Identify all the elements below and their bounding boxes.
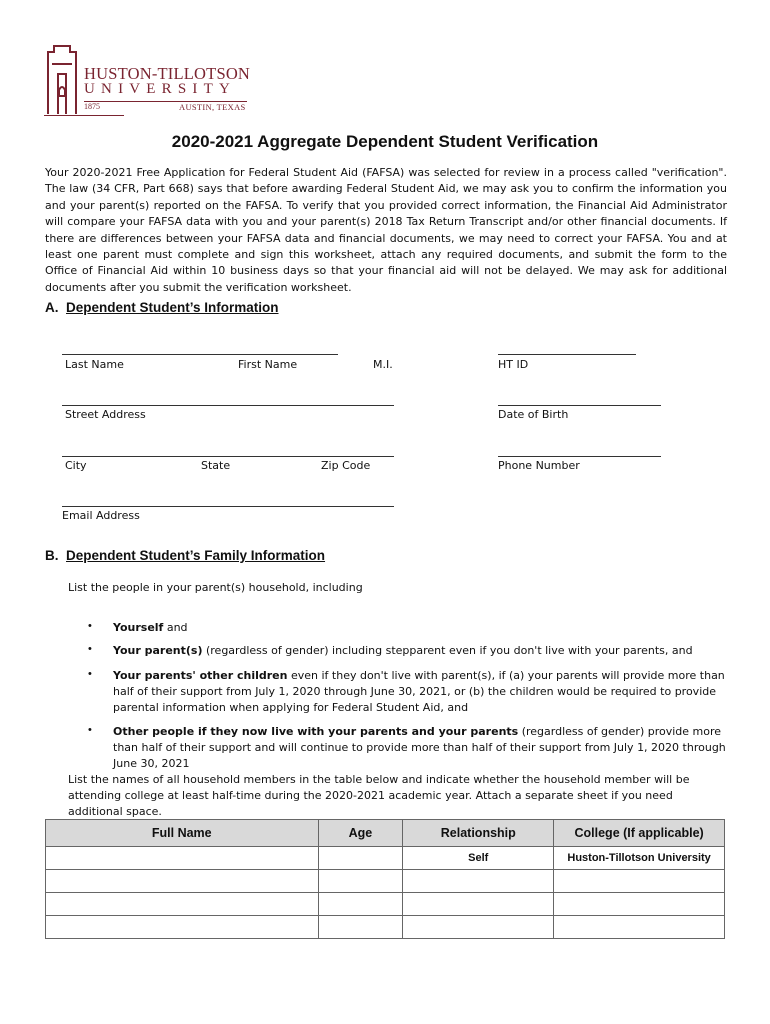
cell-college[interactable] (554, 893, 725, 916)
section-a-letter: A. (45, 300, 59, 315)
section-a-title: Dependent Student’s Information (66, 300, 279, 315)
family-lead-text: List the people in your parent(s) household, including (68, 581, 363, 594)
section-a-heading (45, 300, 279, 315)
bullet-icon: • (88, 668, 92, 680)
name-field-line[interactable] (62, 354, 338, 355)
cell-full-name[interactable] (46, 870, 319, 893)
intro-paragraph: Your 2020-2021 Free Application for Federal Student Aid (FAFSA) was selected for review in a process called "verification". The law (34 CFR, Part 668) says that before awarding Federal Student Aid, we may ask you to confirm the information you and your parent(s) reported on the FAFSA. To verify that you provided correct information, the Financial Aid Administrator will compare your FAFSA data with you and your parent(s) 2018 Tax Return Transcript and/or other financial documents. If there are differences between your FAFSA data and financial documents, we may need to correct your FAFSA. You and at least one parent must complete and sign this worksheet, attach any required documents, and submit the form to the Office of Financial Aid within 10 business days so that your financial aid will not be delayed. We may ask for additional documents after you submit the verification worksheet. (45, 166, 727, 294)
state-label: State (201, 459, 231, 472)
cell-relationship[interactable] (403, 870, 554, 893)
university-logo (44, 44, 254, 116)
section-b-heading (45, 548, 325, 563)
cell-age[interactable] (318, 916, 403, 939)
header-college: College (If applicable) (554, 820, 725, 847)
cell-full-name[interactable] (46, 847, 319, 870)
cell-full-name[interactable] (46, 893, 319, 916)
dob-label: Date of Birth (498, 408, 569, 421)
dob-field-line[interactable] (498, 405, 661, 406)
table-row (46, 893, 725, 916)
header-age: Age (318, 820, 403, 847)
city-field-line[interactable] (62, 456, 394, 457)
cell-age[interactable] (318, 847, 403, 870)
section-b-letter: B. (45, 548, 59, 563)
cell-relationship[interactable]: Self (403, 847, 554, 870)
bell-tower-icon (44, 44, 84, 116)
bullet-icon: • (88, 620, 92, 632)
cell-age[interactable] (318, 870, 403, 893)
city-label: City (65, 459, 87, 472)
section-b-title: Dependent Student’s Family Information (66, 548, 326, 563)
bullet-item: Yourself and (113, 621, 188, 634)
cell-relationship[interactable] (403, 893, 554, 916)
first-name-label: First Name (238, 358, 298, 371)
table-row (46, 870, 725, 893)
table-header-row (46, 820, 725, 847)
bullet-icon: • (88, 643, 92, 655)
table-instructions: List the names of all household members in the table below and indicate whether the household member will be attending college at least half-time during the 2020-2021 academic year. Attach a separate sheet if you need additional space. (68, 773, 690, 818)
mi-label: M.I. (373, 358, 393, 371)
founded-year: 1875 (84, 102, 100, 111)
page-title: 2020-2021 Aggregate Dependent Student Verification (171, 132, 599, 151)
email-field-line[interactable] (62, 506, 394, 507)
bullet-item: Your parent(s) (regardless of gender) including stepparent even if you don't live with your parents, and (113, 644, 693, 657)
htid-label: HT ID (498, 358, 529, 371)
cell-college[interactable] (554, 870, 725, 893)
email-label: Email Address (62, 509, 140, 522)
cell-age[interactable] (318, 893, 403, 916)
table-row (46, 916, 725, 939)
cell-relationship[interactable] (403, 916, 554, 939)
header-relationship: Relationship (403, 820, 554, 847)
bullet-item: Your parents' other children even if they don't live with parent(s), if (a) your parents will provide more than half of their support from July 1, 2020 through June 30, 2021, or (b) the children would be required to provide parental information when applying for Federal Student Aid, and (113, 669, 725, 714)
phone-field-line[interactable] (498, 456, 661, 457)
cell-college[interactable] (554, 916, 725, 939)
table-row (46, 847, 725, 870)
university-location: AUSTIN, TEXAS (179, 102, 246, 112)
zip-label: Zip Code (321, 459, 371, 472)
cell-college[interactable]: Huston-Tillotson University (554, 847, 725, 870)
last-name-label: Last Name (65, 358, 124, 371)
household-table (45, 819, 725, 939)
phone-label: Phone Number (498, 459, 580, 472)
street-label: Street Address (65, 408, 146, 421)
bullet-item: Other people if they now live with your parents and your parents (regardless of gender) provide more than half of their support and will continue to provide more than half of their support from July 1, 2020 through June 30, 2021 (113, 725, 726, 770)
street-field-line[interactable] (62, 405, 394, 406)
header-full-name: Full Name (46, 820, 319, 847)
htid-field-line[interactable] (498, 354, 636, 355)
bullet-icon: • (88, 724, 92, 736)
cell-full-name[interactable] (46, 916, 319, 939)
university-word: UNIVERSITY (84, 81, 236, 97)
university-name: HUSTON-TILLOTSON (84, 64, 251, 83)
